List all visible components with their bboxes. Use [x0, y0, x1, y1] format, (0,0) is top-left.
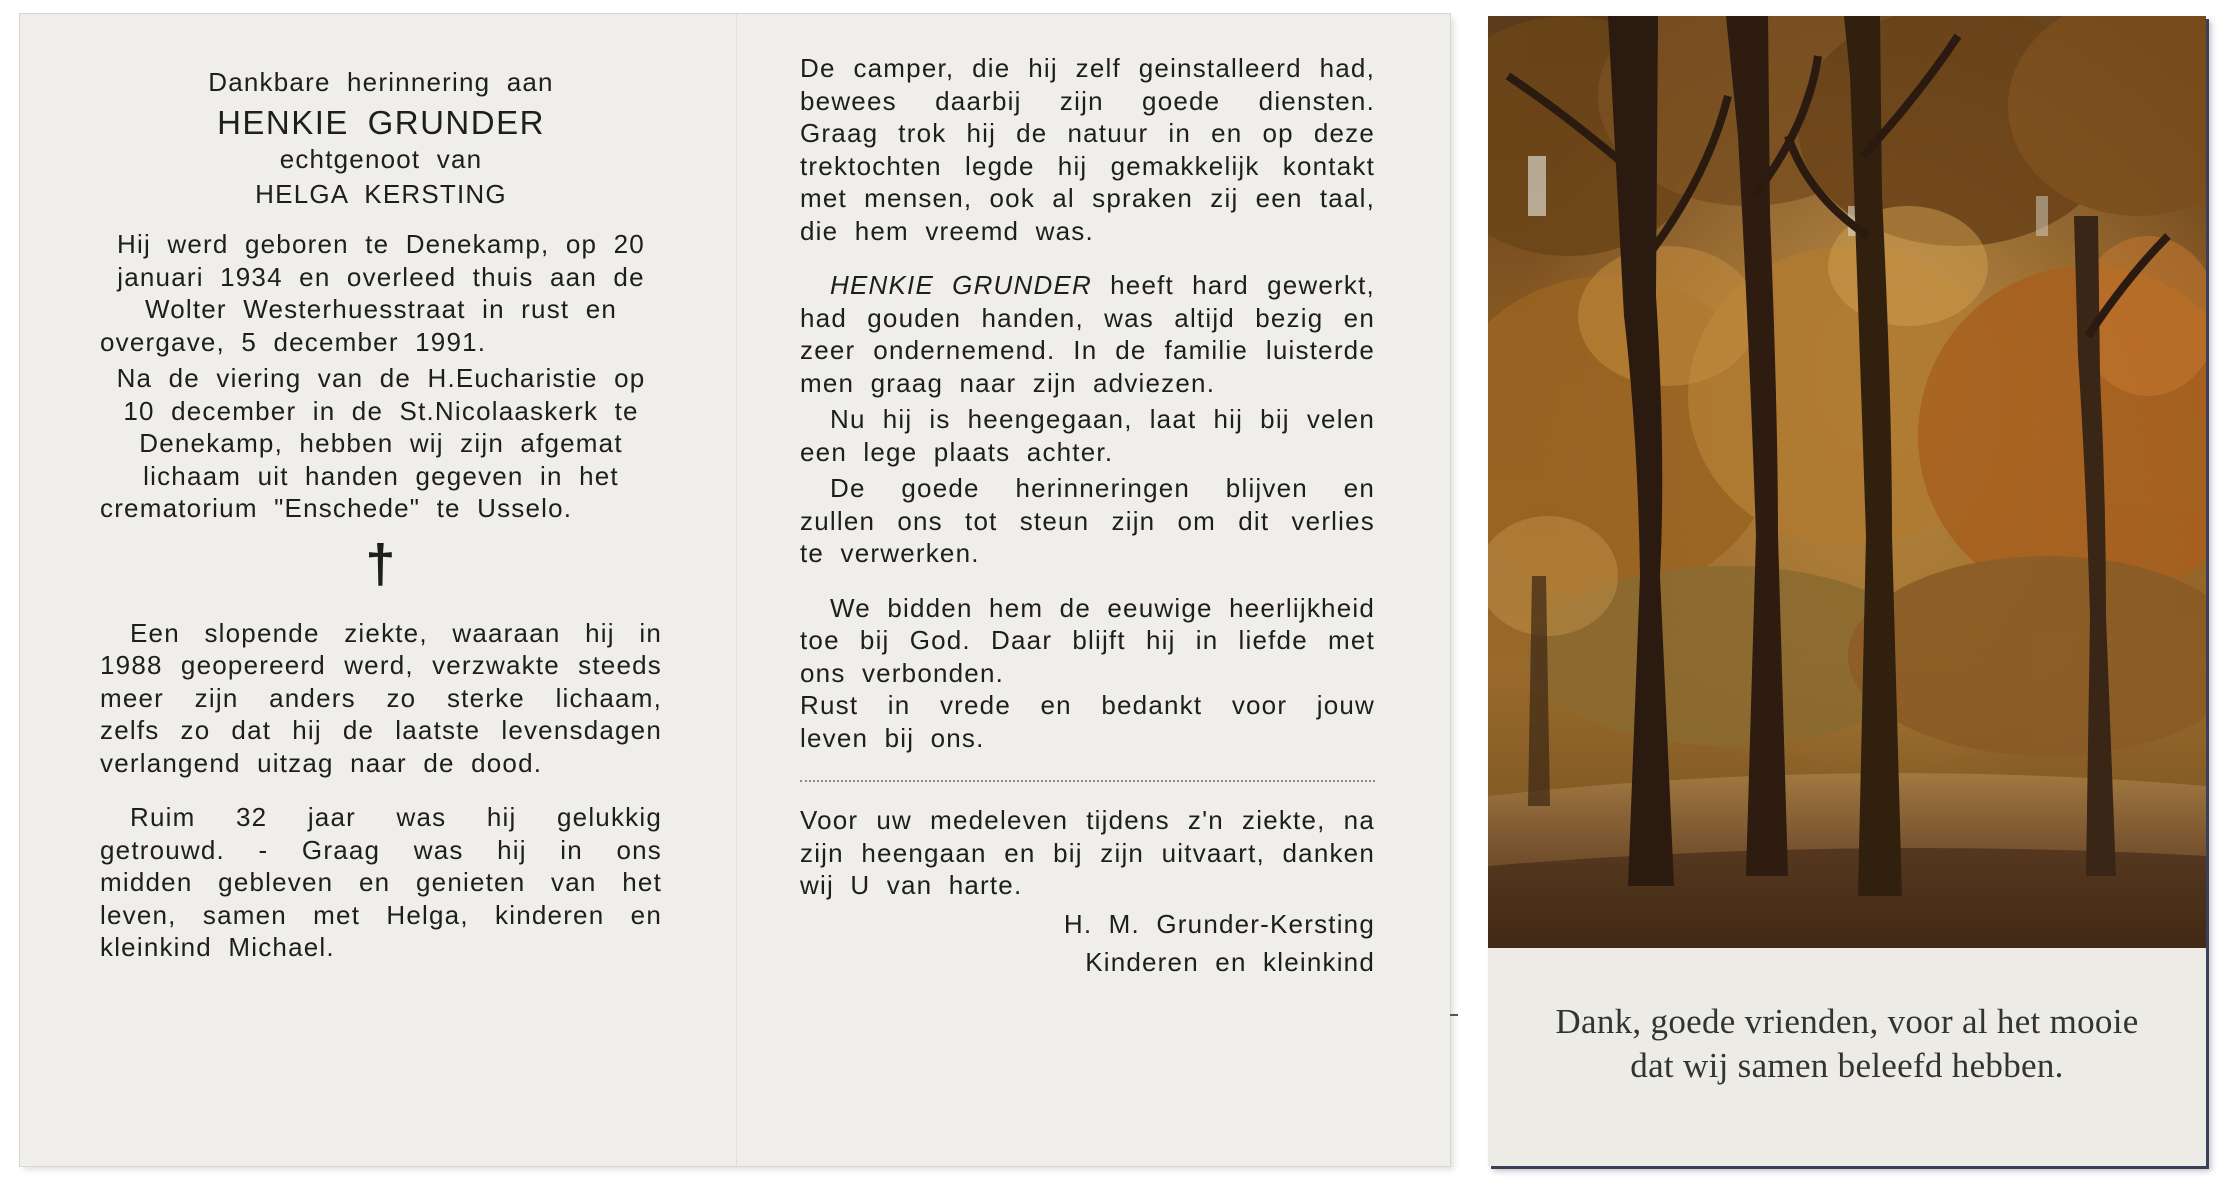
funeral-paragraph: Na de viering van de H.Eucharistie op 10 december in de St.Nicolaaskerk te Denekamp, hebben wij zijn afgemat lichaam uit handen gegeven in het crematorium "Enschede" te Usselo.: [100, 363, 646, 523]
work-paragraph: [800, 269, 1375, 399]
marriage-paragraph: Ruim 32 jaar was hij gelukkig getrouwd. - Graag was hij in ons midden gebleven en genieten van het leven, samen met Helga, kinderen en kleinkind Michael.: [100, 802, 662, 962]
cross-icon: †: [365, 533, 397, 594]
deceased-name: HENKIE GRUNDER: [217, 103, 545, 141]
birth-death-paragraph: Hij werd geboren te Denekamp, op 20 januari 1934 en overleed thuis aan de Wolter Westerhuesstraat in rust en overgave, 5 december 1991.: [100, 229, 645, 357]
card-fold: [736, 14, 738, 1166]
signature-family: Kinderen en kleinkind: [1085, 947, 1375, 977]
scan-mark: [1450, 1014, 1458, 1016]
caption-line-2: dat wij samen beleefd hebben.: [1630, 1046, 2064, 1085]
prayer-paragraph: We bidden hem de eeuwige heerlijkheid toe bij God. Daar blijft hij in liefde met ons verbonden.: [800, 592, 1375, 688]
work-text: heeft hard gewerkt, had gouden handen, was altijd bezig en zeer ondernemend. In de familie luisterde men graag naar zijn adviezen.: [800, 270, 1375, 398]
left-page: [100, 14, 662, 964]
camper-paragraph: De camper, die hij zelf geinstalleerd had, bewees daarbij zijn goede diensten. Graag trok hij de natuur in en op deze trektochten legde hij gemakkelijk kontakt met mensen, ook al spraken zij een taal, die hem vreemd was.: [800, 53, 1375, 246]
absence-paragraph: Nu hij is heengegaan, laat hij bij velen een lege plaats achter.: [800, 404, 1375, 467]
illness-paragraph: Een slopende ziekte, waaraan hij in 1988 geopereerd werd, verzwakte steeds meer zijn anders zo sterke lichaam, zelfs zo dat hij de laatste levensdagen verlangend uitzag naar de dood.: [100, 617, 662, 778]
relation: echtgenoot van: [279, 144, 483, 174]
farewell-paragraph: Rust in vrede en bedankt voor jouw leven bij ons.: [800, 690, 1375, 753]
divider: [800, 780, 1375, 782]
memorial-card-inner: [20, 14, 1450, 1166]
right-page: [800, 14, 1375, 979]
photo-caption: [1488, 1000, 2206, 1088]
photo-card: [1488, 16, 2206, 1166]
signature-name: H. M. Grunder-Kersting: [1063, 908, 1375, 939]
autumn-forest-photo: [1488, 16, 2206, 948]
deceased-name-italic: HENKIE GRUNDER: [830, 270, 1092, 300]
caption-line-1: Dank, goede vrienden, voor al het mooie: [1555, 1002, 2139, 1041]
heading: Dankbare herinnering aan: [208, 67, 554, 97]
memories-paragraph: De goede herinneringen blijven en zullen ons tot steun zijn om dit verlies te verwerken.: [800, 473, 1375, 568]
thanks-paragraph: Voor uw medeleven tijdens z'n ziekte, na zijn heengaan en bij zijn uitvaart, danken wij U van harte.: [800, 805, 1375, 900]
spouse-name: HELGA KERSTING: [255, 178, 507, 209]
